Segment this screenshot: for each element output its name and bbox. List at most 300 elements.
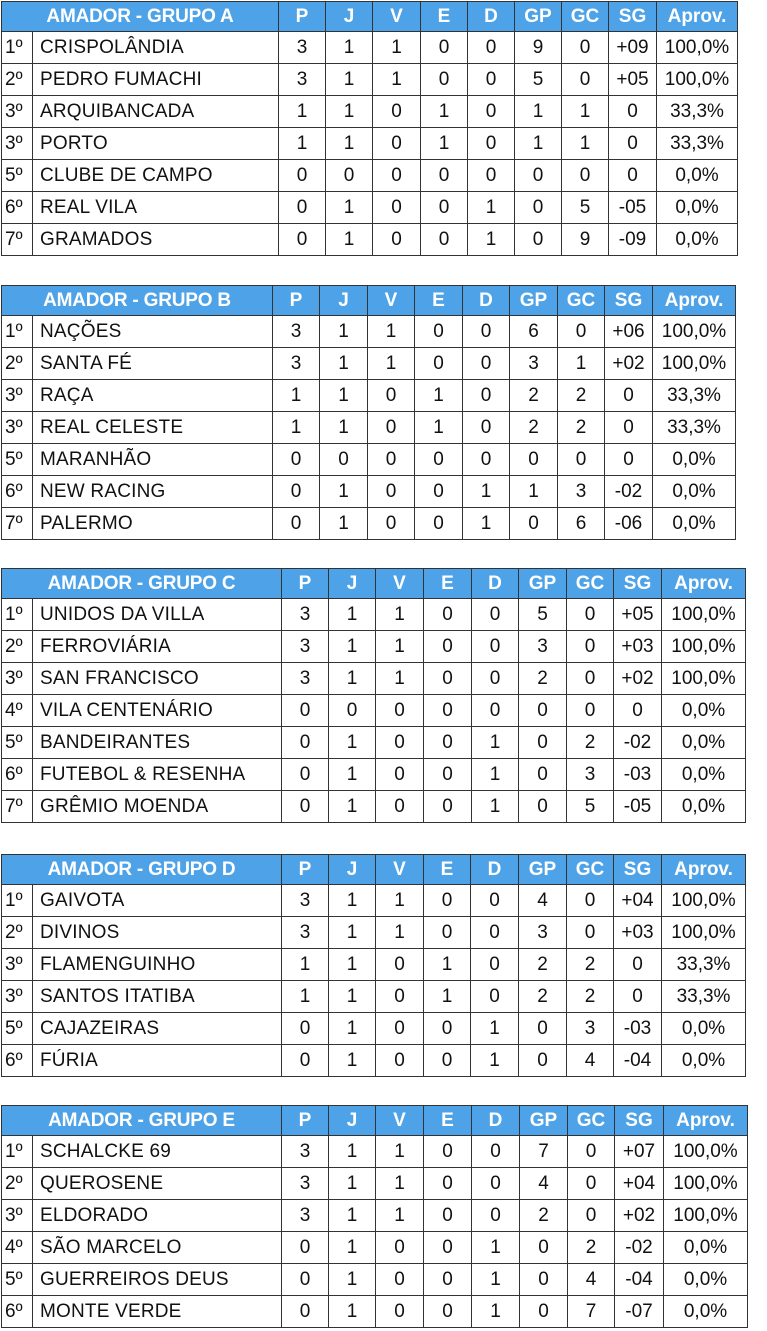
stat-cell: 2: [519, 949, 567, 981]
column-header: J: [329, 1106, 376, 1136]
stat-cell: 0: [468, 96, 515, 128]
position-cell: 2º: [2, 631, 33, 663]
column-header: D: [472, 1106, 520, 1136]
position-cell: 4º: [2, 1232, 33, 1264]
stat-cell: 1: [329, 791, 376, 823]
stat-cell: 1: [279, 96, 326, 128]
stat-cell: 0,0%: [653, 476, 736, 508]
position-cell: 7º: [2, 791, 33, 823]
stat-cell: 3: [282, 663, 329, 695]
stat-cell: 0: [568, 1200, 615, 1232]
stat-cell: 0: [463, 348, 510, 380]
stat-cell: 2: [558, 412, 605, 444]
stat-cell: 0: [567, 663, 614, 695]
stat-cell: 0: [562, 64, 609, 96]
stat-cell: 1: [471, 1045, 519, 1077]
stat-cell: +03: [614, 917, 662, 949]
column-header: GC: [567, 855, 614, 885]
table-row: [2, 64, 738, 96]
stat-cell: 1: [472, 1264, 520, 1296]
stat-cell: 2: [510, 412, 558, 444]
stat-cell: 0: [279, 224, 326, 256]
team-name-cell: PEDRO FUMACHI: [33, 64, 279, 96]
stat-cell: 0: [282, 727, 329, 759]
table-row: [2, 348, 736, 380]
stat-cell: 1: [421, 96, 468, 128]
stat-cell: 4: [568, 1264, 615, 1296]
stat-cell: 100,0%: [664, 1168, 748, 1200]
stat-cell: +09: [609, 32, 657, 64]
stat-cell: 0: [376, 1264, 424, 1296]
column-header: GP: [520, 1106, 568, 1136]
position-cell: 1º: [2, 32, 33, 64]
team-name-cell: QUEROSENE: [33, 1168, 282, 1200]
stat-cell: 0,0%: [662, 1045, 746, 1077]
stat-cell: 0: [424, 791, 472, 823]
column-header: GC: [562, 2, 609, 32]
stat-cell: 0,0%: [653, 444, 736, 476]
stat-cell: 0: [472, 1136, 520, 1168]
stat-cell: 1: [415, 412, 463, 444]
stat-cell: 2: [558, 380, 605, 412]
stat-cell: 0: [558, 316, 605, 348]
stat-cell: 0: [421, 224, 468, 256]
position-cell: 1º: [2, 599, 33, 631]
position-cell: 5º: [2, 1013, 33, 1045]
stat-cell: 0: [468, 128, 515, 160]
table-row: [2, 192, 738, 224]
stat-cell: 0,0%: [664, 1232, 748, 1264]
stat-cell: 0: [424, 1136, 472, 1168]
column-header: P: [282, 569, 329, 599]
stat-cell: 0: [279, 192, 326, 224]
stat-cell: 7: [568, 1296, 615, 1328]
stat-cell: 2: [510, 380, 558, 412]
stat-cell: 0,0%: [662, 759, 746, 791]
stat-cell: 0: [421, 192, 468, 224]
stat-cell: 0: [373, 224, 421, 256]
column-header: E: [424, 1106, 472, 1136]
table-row: [2, 128, 738, 160]
stat-cell: 0: [373, 128, 421, 160]
stat-cell: 100,0%: [662, 599, 746, 631]
table-row: [2, 476, 736, 508]
stat-cell: 1: [329, 1136, 376, 1168]
header-row: [2, 1106, 748, 1136]
stat-cell: 1: [320, 476, 368, 508]
column-header: SG: [609, 2, 657, 32]
position-cell: 6º: [2, 476, 33, 508]
stat-cell: 2: [567, 727, 614, 759]
stat-cell: 3: [273, 316, 320, 348]
position-cell: 7º: [2, 508, 33, 540]
stat-cell: 0: [472, 1168, 520, 1200]
stat-cell: +02: [605, 348, 653, 380]
stat-cell: 1: [424, 949, 471, 981]
stat-cell: 100,0%: [657, 32, 738, 64]
stat-cell: 5: [562, 192, 609, 224]
stat-cell: 1: [320, 380, 368, 412]
stat-cell: +03: [614, 631, 662, 663]
stat-cell: 100,0%: [664, 1136, 748, 1168]
stat-cell: 1: [329, 1296, 376, 1328]
team-name-cell: SÃO MARCELO: [33, 1232, 282, 1264]
team-name-cell: SCHALCKE 69: [33, 1136, 282, 1168]
stat-cell: 0: [415, 508, 463, 540]
column-header: P: [282, 1106, 329, 1136]
stat-cell: 0: [421, 64, 468, 96]
position-cell: 5º: [2, 444, 33, 476]
team-name-cell: REAL CELESTE: [33, 412, 273, 444]
team-name-cell: UNIDOS DA VILLA: [33, 599, 282, 631]
position-cell: 6º: [2, 759, 33, 791]
stat-cell: 1: [376, 663, 424, 695]
stat-cell: 100,0%: [662, 631, 746, 663]
table-row: [2, 1296, 748, 1328]
stat-cell: 33,3%: [653, 412, 736, 444]
stat-cell: 0: [468, 32, 515, 64]
stat-cell: 2: [520, 1200, 568, 1232]
stat-cell: 0,0%: [662, 791, 746, 823]
table-row: [2, 949, 746, 981]
stat-cell: 3: [519, 917, 567, 949]
column-header: GP: [519, 855, 567, 885]
stat-cell: 0: [376, 727, 424, 759]
stat-cell: -02: [605, 476, 653, 508]
stat-cell: -02: [614, 727, 662, 759]
table-row: [2, 885, 746, 917]
position-cell: 6º: [2, 1045, 33, 1077]
stat-cell: 1: [376, 1200, 424, 1232]
position-cell: 3º: [2, 412, 33, 444]
stat-cell: 1: [376, 599, 424, 631]
stat-cell: 1: [273, 380, 320, 412]
stat-cell: 0: [424, 1264, 472, 1296]
stat-cell: 0: [373, 160, 421, 192]
stat-cell: 0: [568, 1168, 615, 1200]
stat-cell: 0: [515, 192, 562, 224]
stat-cell: 1: [282, 981, 329, 1013]
team-name-cell: GAIVOTA: [33, 885, 282, 917]
stat-cell: 3: [282, 599, 329, 631]
team-name-cell: FERROVIÁRIA: [33, 631, 282, 663]
team-name-cell: VILA CENTENÁRIO: [33, 695, 282, 727]
stat-cell: 0: [282, 791, 329, 823]
team-name-cell: NEW RACING: [33, 476, 273, 508]
stat-cell: 0: [373, 192, 421, 224]
stat-cell: 0: [424, 1045, 471, 1077]
header-row: [2, 855, 746, 885]
stat-cell: 0: [605, 412, 653, 444]
stat-cell: 1: [424, 981, 471, 1013]
standings-table: [1, 568, 746, 823]
stat-cell: +05: [614, 599, 662, 631]
stat-cell: 0: [471, 981, 519, 1013]
group-title: AMADOR - GRUPO E: [2, 1106, 282, 1136]
stat-cell: 0: [415, 444, 463, 476]
stat-cell: 1: [376, 631, 424, 663]
stat-cell: 9: [562, 224, 609, 256]
stat-cell: 3: [273, 348, 320, 380]
table-row: [2, 508, 736, 540]
stat-cell: 1: [368, 316, 415, 348]
stat-cell: 1: [329, 949, 376, 981]
stat-cell: 0: [510, 444, 558, 476]
position-cell: 6º: [2, 1296, 33, 1328]
position-cell: 5º: [2, 1264, 33, 1296]
position-cell: 5º: [2, 727, 33, 759]
stat-cell: 1: [468, 224, 515, 256]
stat-cell: 0: [424, 663, 472, 695]
stat-cell: 0: [424, 885, 471, 917]
stat-cell: 0: [519, 1013, 567, 1045]
stat-cell: 0: [421, 160, 468, 192]
stat-cell: 0: [468, 64, 515, 96]
team-name-cell: RAÇA: [33, 380, 273, 412]
stat-cell: 1: [326, 64, 373, 96]
stat-cell: 3: [558, 476, 605, 508]
stat-cell: 0: [558, 444, 605, 476]
stat-cell: 0: [376, 1013, 424, 1045]
stat-cell: 33,3%: [657, 128, 738, 160]
table-row: [2, 32, 738, 64]
stat-cell: 3: [282, 631, 329, 663]
stat-cell: 100,0%: [662, 663, 746, 695]
stat-cell: 0: [424, 1232, 472, 1264]
column-header: V: [373, 2, 421, 32]
stat-cell: 1: [515, 128, 562, 160]
column-header: V: [376, 855, 424, 885]
table-row: [2, 412, 736, 444]
column-header: GP: [515, 2, 562, 32]
table-row: [2, 380, 736, 412]
table-row: [2, 1136, 748, 1168]
stat-cell: 0: [415, 476, 463, 508]
stat-cell: 3: [519, 631, 567, 663]
stat-cell: 33,3%: [657, 96, 738, 128]
position-cell: 2º: [2, 348, 33, 380]
stat-cell: 0: [568, 1136, 615, 1168]
position-cell: 3º: [2, 663, 33, 695]
table-row: [2, 631, 746, 663]
stat-cell: 0: [567, 631, 614, 663]
stat-cell: 0: [463, 380, 510, 412]
stat-cell: 0: [273, 444, 320, 476]
stat-cell: 100,0%: [657, 64, 738, 96]
stat-cell: 0,0%: [662, 727, 746, 759]
stat-cell: 0: [510, 508, 558, 540]
stat-cell: +04: [614, 885, 662, 917]
column-header: E: [424, 569, 472, 599]
column-header: GP: [519, 569, 567, 599]
stat-cell: 0: [424, 599, 472, 631]
stat-cell: 0,0%: [657, 224, 738, 256]
stat-cell: 0: [282, 1296, 329, 1328]
column-header: E: [421, 2, 468, 32]
stat-cell: 0,0%: [664, 1296, 748, 1328]
position-cell: 1º: [2, 316, 33, 348]
position-cell: 2º: [2, 917, 33, 949]
column-header: SG: [614, 569, 662, 599]
column-header: D: [463, 286, 510, 316]
stat-cell: 0: [515, 160, 562, 192]
column-header: J: [326, 2, 373, 32]
stat-cell: 0: [520, 1232, 568, 1264]
stat-cell: 0: [463, 444, 510, 476]
team-name-cell: CAJAZEIRAS: [33, 1013, 282, 1045]
team-name-cell: MONTE VERDE: [33, 1296, 282, 1328]
stat-cell: 0: [519, 727, 567, 759]
stat-cell: 0: [471, 885, 519, 917]
stat-cell: 0: [329, 695, 376, 727]
stat-cell: 0,0%: [653, 508, 736, 540]
column-header: Aprov.: [662, 855, 746, 885]
stat-cell: -02: [615, 1232, 664, 1264]
stat-cell: 0: [472, 1200, 520, 1232]
stat-cell: 7: [520, 1136, 568, 1168]
stat-cell: 0: [614, 695, 662, 727]
column-header: E: [415, 286, 463, 316]
position-cell: 2º: [2, 64, 33, 96]
column-header: J: [329, 569, 376, 599]
column-header: GP: [510, 286, 558, 316]
stat-cell: 1: [421, 128, 468, 160]
team-name-cell: GRÊMIO MOENDA: [33, 791, 282, 823]
stat-cell: -03: [614, 759, 662, 791]
column-header: V: [368, 286, 415, 316]
stat-cell: 0: [609, 96, 657, 128]
column-header: V: [376, 1106, 424, 1136]
stat-cell: 0: [415, 348, 463, 380]
stat-cell: -07: [615, 1296, 664, 1328]
column-header: SG: [615, 1106, 664, 1136]
table-row: [2, 917, 746, 949]
standings-table: [1, 285, 736, 540]
stat-cell: 1: [279, 128, 326, 160]
stat-cell: 0: [609, 160, 657, 192]
stat-cell: 0: [376, 759, 424, 791]
stat-cell: 0: [472, 695, 519, 727]
stat-cell: 0: [424, 1296, 472, 1328]
header-row: [2, 569, 746, 599]
stat-cell: 0: [472, 599, 519, 631]
stat-cell: 1: [326, 32, 373, 64]
team-name-cell: PORTO: [33, 128, 279, 160]
stat-cell: 0: [515, 224, 562, 256]
table-row: [2, 663, 746, 695]
stat-cell: 0: [463, 412, 510, 444]
team-name-cell: FÚRIA: [33, 1045, 282, 1077]
stat-cell: 4: [519, 885, 567, 917]
stat-cell: 100,0%: [662, 917, 746, 949]
stat-cell: 1: [320, 412, 368, 444]
stat-cell: 0: [472, 631, 519, 663]
position-cell: 1º: [2, 1136, 33, 1168]
stat-cell: 1: [558, 348, 605, 380]
stat-cell: 1: [373, 64, 421, 96]
column-header: J: [320, 286, 368, 316]
stat-cell: 0: [376, 1232, 424, 1264]
stat-cell: 1: [376, 885, 424, 917]
stat-cell: 0: [605, 380, 653, 412]
stat-cell: 1: [329, 599, 376, 631]
position-cell: 3º: [2, 1200, 33, 1232]
stat-cell: 0: [376, 949, 424, 981]
stat-cell: +02: [614, 663, 662, 695]
column-header: P: [273, 286, 320, 316]
stat-cell: 0: [605, 444, 653, 476]
stat-cell: 1: [329, 727, 376, 759]
stat-cell: 0: [614, 981, 662, 1013]
stat-cell: 1: [326, 224, 373, 256]
stat-cell: 100,0%: [664, 1200, 748, 1232]
stat-cell: 1: [329, 1264, 376, 1296]
stat-cell: 0: [376, 1045, 424, 1077]
stat-cell: 0: [368, 380, 415, 412]
stat-cell: 33,3%: [662, 949, 746, 981]
stat-cell: 1: [326, 128, 373, 160]
stat-cell: 0: [282, 1045, 329, 1077]
column-header: D: [472, 569, 519, 599]
position-cell: 3º: [2, 128, 33, 160]
group-title: AMADOR - GRUPO B: [2, 286, 273, 316]
stat-cell: -09: [609, 224, 657, 256]
stat-cell: 0: [368, 476, 415, 508]
team-name-cell: GRAMADOS: [33, 224, 279, 256]
stat-cell: 1: [471, 1013, 519, 1045]
stat-cell: 0: [609, 128, 657, 160]
stat-cell: 2: [567, 949, 614, 981]
stat-cell: 1: [472, 791, 519, 823]
stat-cell: 3: [282, 885, 329, 917]
stat-cell: 1: [329, 631, 376, 663]
table-row: [2, 444, 736, 476]
stat-cell: 1: [273, 412, 320, 444]
table-row: [2, 1168, 748, 1200]
stat-cell: 3: [279, 32, 326, 64]
stat-cell: 1: [472, 1296, 520, 1328]
standings-table: [1, 1105, 748, 1328]
stat-cell: 0: [421, 32, 468, 64]
column-header: Aprov.: [664, 1106, 748, 1136]
position-cell: 3º: [2, 949, 33, 981]
stat-cell: 1: [282, 949, 329, 981]
stat-cell: -03: [614, 1013, 662, 1045]
stat-cell: 5: [515, 64, 562, 96]
stat-cell: 2: [567, 981, 614, 1013]
stat-cell: 0: [519, 759, 567, 791]
stat-cell: 1: [329, 1168, 376, 1200]
column-header: Aprov.: [657, 2, 738, 32]
stat-cell: 4: [567, 1045, 614, 1077]
stat-cell: 0: [424, 695, 472, 727]
stat-cell: 6: [558, 508, 605, 540]
stat-cell: 1: [562, 128, 609, 160]
column-header: SG: [614, 855, 662, 885]
stat-cell: 0: [567, 885, 614, 917]
position-cell: 3º: [2, 981, 33, 1013]
table-row: [2, 1232, 748, 1264]
stat-cell: +04: [615, 1168, 664, 1200]
group-title: AMADOR - GRUPO C: [2, 569, 282, 599]
stat-cell: 1: [329, 759, 376, 791]
stat-cell: 1: [463, 476, 510, 508]
position-cell: 4º: [2, 695, 33, 727]
stat-cell: 1: [326, 96, 373, 128]
position-cell: 3º: [2, 96, 33, 128]
stat-cell: 0: [282, 1264, 329, 1296]
stat-cell: -05: [609, 192, 657, 224]
